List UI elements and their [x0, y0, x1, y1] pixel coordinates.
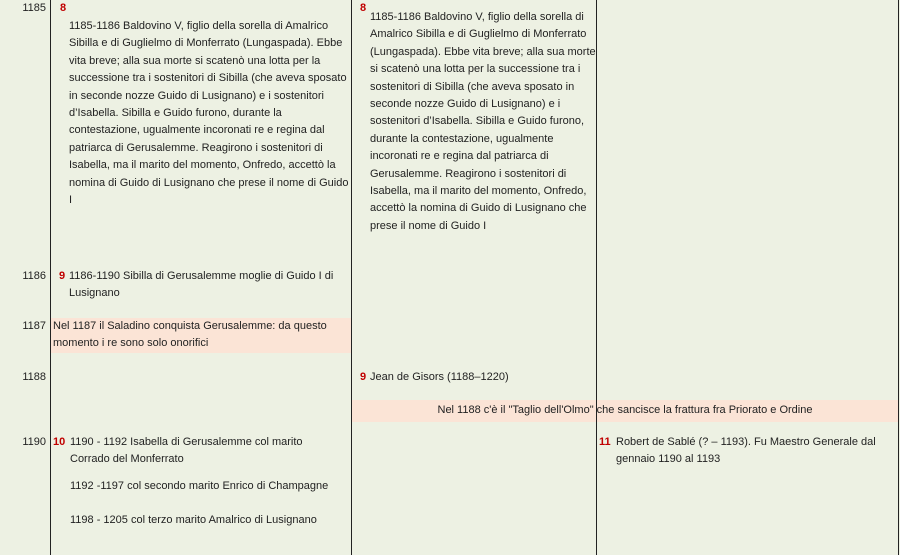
- grand-master-entry-1190: Robert de Sablé (? – 1193). Fu Maestro Generale dal gennaio 1190 al 1193: [616, 436, 876, 466]
- year-1190: 1190: [22, 436, 46, 448]
- year-1186: 1186: [22, 270, 46, 282]
- ruler-number-8: 8: [60, 2, 67, 14]
- note-1187: Nel 1187 il Saladino conquista Gerusalemme: da questo momento i re sono solo onorifici: [53, 320, 327, 350]
- mid-number-9: 9: [360, 371, 367, 383]
- ruler-number-9: 9: [59, 270, 66, 282]
- ruler-entry-1190-c: 1198 - 1205 col terzo marito Amalrico di Lusignano: [70, 514, 317, 526]
- year-1187: 1187: [22, 320, 46, 332]
- mid-entry-1188: Jean de Gisors (1188–1220): [370, 371, 509, 383]
- ruler-entry-1185: 1185-1186 Baldovino V, figlio della sorella di Amalrico Sibilla e di Guglielmo di Monferrato (Lungaspada). Ebbe vita breve; alla sua morte si scatenò una lotta per la successione tra i sostenitori di Sibilla (che aveva sposato in seconde nozze Guido di Lusignano) e i sostenitori d’Isabella. Sibilla e Guido furono, durante la contestazione, ugualmente incoronati re e regina dal patriarca di Gerusalemme. Reagirono i sostenitori di Isabella, ma il marito del momento, Onfredo, accettò la nomina di Guido di Lusignano che prese il nome di Guido I: [69, 20, 349, 207]
- year-1188: 1188: [22, 371, 46, 383]
- ruler-number-10: 10: [53, 436, 66, 448]
- right-number-11: 11: [599, 436, 611, 448]
- column-divider-1: [50, 0, 51, 555]
- mid-number-8: 8: [360, 2, 367, 14]
- year-1185: 1185: [22, 2, 46, 14]
- mid-entry-1185: 1185-1186 Baldovino V, figlio della sorella di Amalrico Sibilla e di Guglielmo di Monferrato (Lungaspada). Ebbe vita breve; alla sua morte si scatenò una lotta per la successione tra i sostenitori di Sibilla (che aveva sposato in seconde nozze Guido di Lusignano) e i sostenitori d’Isabella. Sibilla e Guido furono, durante la contestazione, ugualmente incoronati re e regina dal patriarca di Gerusalemme. Reagirono i sostenitori di Isabella, ma il marito del momento, Onfredo, accettò la nomina di Guido di Lusignano che prese il nome di Guido I: [370, 11, 596, 232]
- banner-1188: Nel 1188 c'è il "Taglio dell'Olmo" che sancisce la frattura fra Priorato e Ordine: [437, 404, 813, 416]
- ruler-entry-1186: 1186-1190 Sibilla di Gerusalemme moglie di Guido I di Lusignano: [69, 270, 334, 300]
- ruler-entry-1190-b: 1192 -1197 col secondo marito Enrico di Champagne: [70, 480, 329, 492]
- ruler-entry-1190-a: 1190 - 1192 Isabella di Gerusalemme col marito Corrado del Monferrato: [70, 436, 303, 466]
- column-divider-3: [596, 0, 597, 555]
- column-divider-4: [898, 0, 899, 555]
